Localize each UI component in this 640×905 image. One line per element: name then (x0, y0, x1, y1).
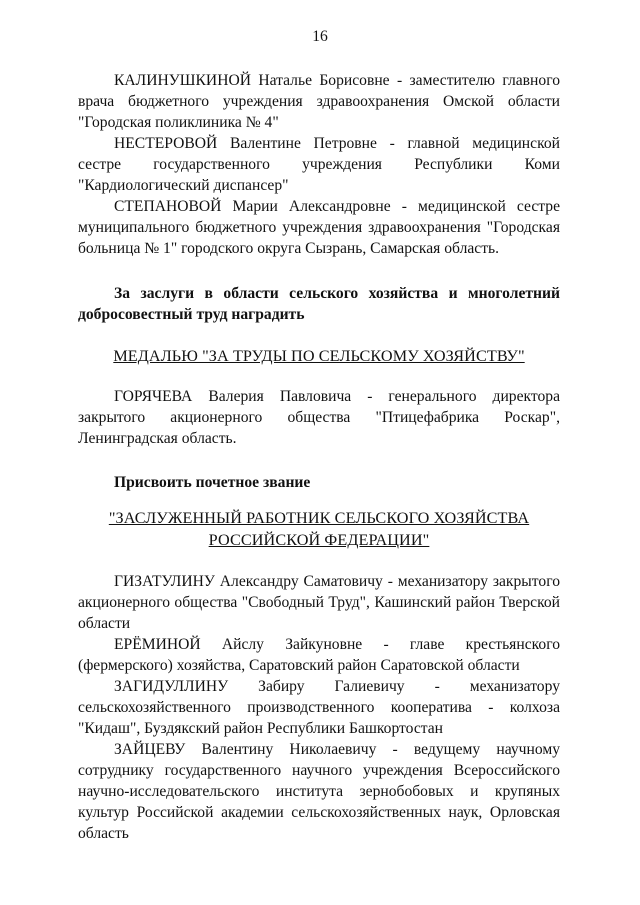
award-recipients-honorary (78, 571, 560, 844)
recipient-paragraph: ЗАГИДУЛЛИНУ Забиру Галиевичу - механизатору сельскохозяйственного производственного кооператива - колхоза "Кидаш", Буздякский район Республики Башкортостан (78, 678, 560, 737)
award-title-medal: МЕДАЛЬЮ "ЗА ТРУДЫ ПО СЕЛЬСКОМУ ХОЗЯЙСТВУ" (113, 347, 525, 365)
recipient-paragraph: ГОРЯЧЕВА Валерия Павловича - генерального директора закрытого акционерного общества "Птицефабрика Роскар", Ленинградская область. (78, 388, 560, 447)
recipient-paragraph: ЗАЙЦЕВУ Валентину Николаевичу - ведущему научному сотруднику государственного научного учреждения Всероссийского научно-исследовательского института зернобобовых и крупяных культур Российской академии сельскохозяйственных наук, Орловская область (78, 741, 560, 842)
recipient-paragraph: ЕРЁМИНОЙ Айслу Зайкуновне - главе крестьянского (фермерского) хозяйства, Саратовский район Саратовской области (78, 636, 560, 674)
recipient-paragraph: КАЛИНУШКИНОЙ Наталье Борисовне - заместителю главного врача бюджетного учреждения здравоохранения Омской области "Городская поликлиника № 4" (78, 72, 560, 131)
honorary-title-line-2: РОССИЙСКОЙ ФЕДЕРАЦИИ" (208, 531, 430, 549)
honorary-title-line-1: "ЗАСЛУЖЕННЫЙ РАБОТНИК СЕЛЬСКОГО ХОЗЯЙСТВА (108, 509, 530, 527)
recipient-paragraph: ГИЗАТУЛИНУ Александру Саматовичу - механизатору закрытого акционерного общества "Свободный Труд", Кашинский район Тверской области (78, 573, 560, 632)
recipient-paragraph: СТЕПАНОВОЙ Марии Александровне - медицинской сестре муниципального бюджетного учреждения здравоохранения "Городская больница № 1" городского округа Сызрань, Самарская область. (78, 198, 560, 257)
page-number: 16 (312, 28, 328, 45)
section-intro-honorary-title: Присвоить почетное звание (114, 474, 311, 491)
recipient-paragraph: НЕСТЕРОВОЙ Валентине Петровне - главной медицинской сестре государственного учреждения Республики Коми "Кардиологический диспансер" (78, 135, 560, 194)
award-recipients-medical (78, 70, 560, 259)
award-recipients-medal (78, 386, 560, 449)
section-intro-agriculture: За заслуги в области сельского хозяйства и многолетний добросовестный труд наградить (78, 285, 560, 323)
document-body (78, 70, 560, 844)
